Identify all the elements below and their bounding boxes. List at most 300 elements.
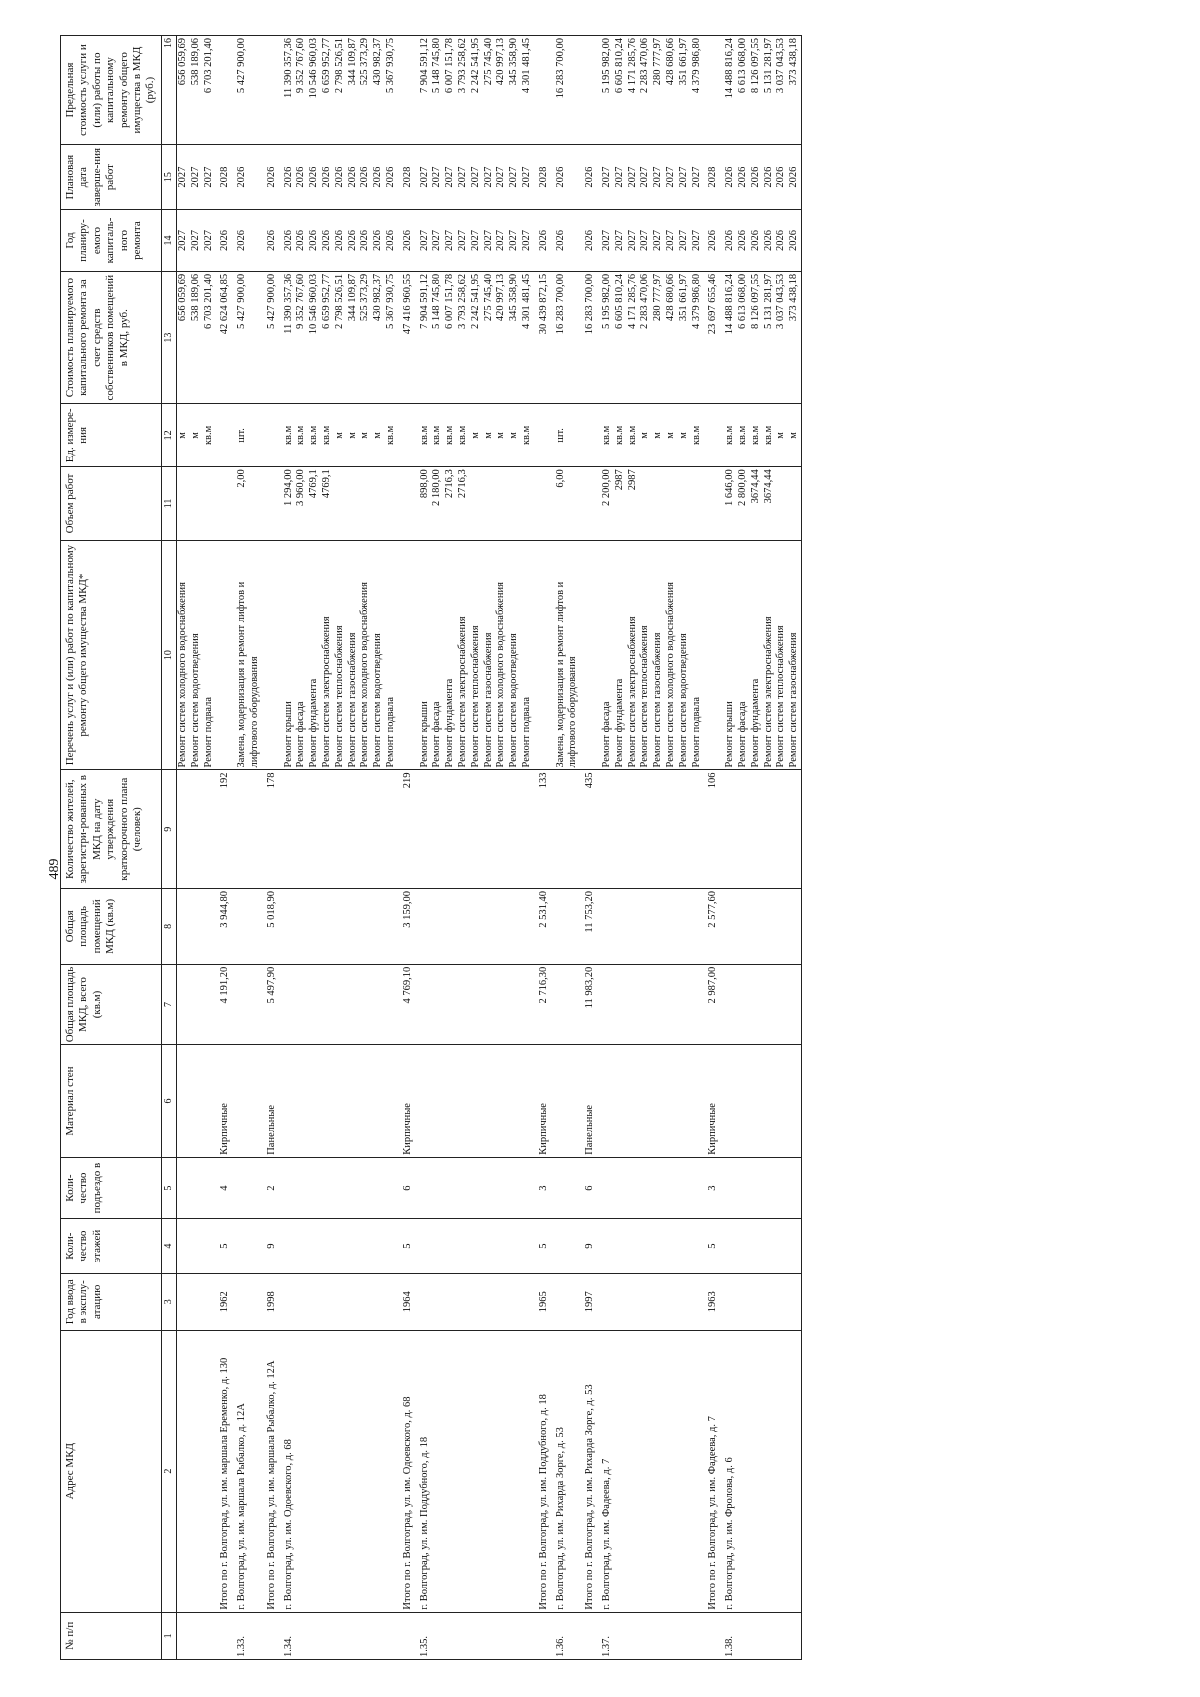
- total-area-cell: 2 987,00: [707, 964, 720, 1045]
- limit-cost-cell: [402, 36, 415, 145]
- table-row: [691, 36, 704, 1660]
- address-cell: [334, 1330, 347, 1612]
- address-cell: [177, 1330, 190, 1612]
- premises-area-cell: [508, 888, 521, 964]
- table-row: [347, 36, 360, 1660]
- work-type-cell: Ремонт фасада: [737, 540, 750, 770]
- column-header: Коли-чество этажей: [61, 1219, 162, 1273]
- work-volume-cell: 6,00: [555, 467, 581, 540]
- address-cell: [295, 1330, 308, 1612]
- year-built-cell: [372, 1273, 385, 1330]
- repair-year-cell: 2026: [236, 210, 262, 272]
- total-area-cell: [236, 964, 262, 1045]
- premises-area-cell: [295, 888, 308, 964]
- unit-cell: кв.м: [521, 404, 534, 467]
- unit-cell: кв.м: [724, 404, 737, 467]
- limit-cost-cell: 538 189,06: [190, 36, 203, 145]
- unit-cell: кв.м: [283, 404, 296, 467]
- work-volume-cell: [359, 467, 372, 540]
- column-number-row: [161, 36, 176, 1660]
- table-row: [627, 36, 640, 1660]
- completion-date-cell: 2027: [431, 145, 444, 210]
- cost-cell: 16 283 700,00: [555, 271, 581, 404]
- premises-area-cell: [308, 888, 321, 964]
- entrances-cell: [763, 1157, 776, 1219]
- floors-cell: [614, 1219, 627, 1273]
- row-number-cell: [737, 1612, 750, 1659]
- work-type-cell: Ремонт систем электроснабжения: [627, 540, 640, 770]
- address-cell: [521, 1330, 534, 1612]
- residents-cell: [601, 770, 614, 888]
- table-row: [495, 36, 508, 1660]
- unit-cell: кв.м: [385, 404, 398, 467]
- total-area-cell: [347, 964, 360, 1045]
- premises-area-cell: [691, 888, 704, 964]
- work-type-cell: Ремонт систем электроснабжения: [321, 540, 334, 770]
- work-volume-cell: [266, 467, 279, 540]
- address-cell: [308, 1330, 321, 1612]
- cost-cell: 5 148 745,80: [431, 271, 444, 404]
- row-number-cell: [431, 1612, 444, 1659]
- residents-cell: 435: [584, 770, 597, 888]
- premises-area-cell: [444, 888, 457, 964]
- work-type-cell: Ремонт систем электроснабжения: [457, 540, 470, 770]
- premises-area-cell: [359, 888, 372, 964]
- row-number-cell: [359, 1612, 372, 1659]
- column-header: Перечень услуг и (или) работ по капитальному ремонту общего имущества МКД*: [61, 540, 162, 770]
- cost-cell: 430 982,37: [372, 271, 385, 404]
- row-number-cell: 1.35.: [419, 1612, 432, 1659]
- completion-date-cell: 2026: [372, 145, 385, 210]
- limit-cost-cell: 6 659 952,77: [321, 36, 334, 145]
- limit-cost-cell: 5 148 745,80: [431, 36, 444, 145]
- table-row: [283, 36, 296, 1660]
- residents-cell: [555, 770, 581, 888]
- residents-cell: [627, 770, 640, 888]
- residents-cell: 192: [219, 770, 232, 888]
- repair-year-cell: 2026: [266, 210, 279, 272]
- limit-cost-cell: 4 379 986,80: [691, 36, 704, 145]
- floors-cell: [236, 1219, 262, 1273]
- column-number: 10: [161, 540, 176, 770]
- limit-cost-cell: 373 438,18: [788, 36, 801, 145]
- address-cell: [788, 1330, 801, 1612]
- total-row: [219, 36, 232, 1660]
- year-built-cell: [295, 1273, 308, 1330]
- address-cell: [763, 1330, 776, 1612]
- completion-date-cell: 2027: [495, 145, 508, 210]
- total-area-cell: [444, 964, 457, 1045]
- work-volume-cell: 4769,1: [308, 467, 321, 540]
- year-built-cell: [457, 1273, 470, 1330]
- column-number: 3: [161, 1273, 176, 1330]
- column-header: Ед. измере-ния: [61, 404, 162, 467]
- wall-material-cell: [470, 1045, 483, 1158]
- year-built-cell: [359, 1273, 372, 1330]
- entrances-cell: [614, 1157, 627, 1219]
- total-area-cell: [737, 964, 750, 1045]
- address-cell: [614, 1330, 627, 1612]
- table-row: [652, 36, 665, 1660]
- cost-cell: 275 745,40: [483, 271, 496, 404]
- work-volume-cell: [203, 467, 216, 540]
- address-cell: [372, 1330, 385, 1612]
- wall-material-cell: [788, 1045, 801, 1158]
- work-type-cell: Ремонт систем водоотведения: [678, 540, 691, 770]
- cost-cell: 30 439 872,15: [538, 271, 551, 404]
- column-number: 16: [161, 36, 176, 145]
- repair-year-cell: 2026: [584, 210, 597, 272]
- floors-cell: [283, 1219, 296, 1273]
- floors-cell: [483, 1219, 496, 1273]
- entrances-cell: [555, 1157, 581, 1219]
- wall-material-cell: [627, 1045, 640, 1158]
- premises-area-cell: [601, 888, 614, 964]
- repair-year-cell: 2027: [444, 210, 457, 272]
- total-area-cell: [359, 964, 372, 1045]
- wall-material-cell: [419, 1045, 432, 1158]
- year-built-cell: [508, 1273, 521, 1330]
- table-body: [177, 36, 802, 1660]
- unit-cell: м: [470, 404, 483, 467]
- year-built-cell: [470, 1273, 483, 1330]
- floors-cell: [763, 1219, 776, 1273]
- work-type-cell: Ремонт крыши: [419, 540, 432, 770]
- unit-cell: [707, 404, 720, 467]
- completion-date-cell: 2026: [750, 145, 763, 210]
- limit-cost-cell: [219, 36, 232, 145]
- completion-date-cell: 2028: [707, 145, 720, 210]
- completion-date-cell: 2027: [457, 145, 470, 210]
- repair-year-cell: 2027: [483, 210, 496, 272]
- work-volume-cell: [788, 467, 801, 540]
- table-row: [601, 36, 614, 1660]
- work-volume-cell: 2 180,00: [431, 467, 444, 540]
- entrances-cell: [372, 1157, 385, 1219]
- repair-year-cell: 2027: [521, 210, 534, 272]
- year-built-cell: [678, 1273, 691, 1330]
- cost-cell: 9 352 767,60: [295, 271, 308, 404]
- residents-cell: [203, 770, 216, 888]
- completion-date-cell: 2027: [470, 145, 483, 210]
- limit-cost-cell: 6 703 201,40: [203, 36, 216, 145]
- floors-cell: [295, 1219, 308, 1273]
- work-volume-cell: [495, 467, 508, 540]
- premises-area-cell: [627, 888, 640, 964]
- wall-material-cell: [521, 1045, 534, 1158]
- entrances-cell: [737, 1157, 750, 1219]
- row-number-cell: [457, 1612, 470, 1659]
- cost-cell: 4 171 285,76: [627, 271, 640, 404]
- address-cell: г. Волгоград, ул. им. Фролова, д. 6: [724, 1330, 737, 1612]
- entrances-cell: [419, 1157, 432, 1219]
- total-area-cell: [190, 964, 203, 1045]
- wall-material-cell: Кирпичные: [219, 1045, 232, 1158]
- premises-area-cell: [177, 888, 190, 964]
- column-number: 4: [161, 1219, 176, 1273]
- year-built-cell: [190, 1273, 203, 1330]
- work-type-cell: [584, 540, 597, 770]
- residents-cell: [724, 770, 737, 888]
- repair-year-cell: 2027: [431, 210, 444, 272]
- entrances-cell: [295, 1157, 308, 1219]
- cost-cell: 4 379 986,80: [691, 271, 704, 404]
- repair-year-cell: 2026: [775, 210, 788, 272]
- year-built-cell: [444, 1273, 457, 1330]
- work-volume-cell: [334, 467, 347, 540]
- work-volume-cell: 2,00: [236, 467, 262, 540]
- floors-cell: [419, 1219, 432, 1273]
- residents-cell: [295, 770, 308, 888]
- completion-date-cell: 2027: [601, 145, 614, 210]
- floors-cell: [652, 1219, 665, 1273]
- work-volume-cell: [775, 467, 788, 540]
- unit-cell: кв.м: [691, 404, 704, 467]
- unit-cell: м: [359, 404, 372, 467]
- total-row: [584, 36, 597, 1660]
- limit-cost-cell: 3 037 043,53: [775, 36, 788, 145]
- total-area-cell: [203, 964, 216, 1045]
- floors-cell: [508, 1219, 521, 1273]
- limit-cost-cell: 14 488 816,24: [724, 36, 737, 145]
- premises-area-cell: [555, 888, 581, 964]
- table-row: [385, 36, 398, 1660]
- entrances-cell: [203, 1157, 216, 1219]
- row-number-cell: [788, 1612, 801, 1659]
- total-area-cell: [678, 964, 691, 1045]
- year-built-cell: 1998: [266, 1273, 279, 1330]
- repair-year-cell: 2026: [385, 210, 398, 272]
- premises-area-cell: 2 577,60: [707, 888, 720, 964]
- wall-material-cell: [308, 1045, 321, 1158]
- total-area-cell: 11 983,20: [584, 964, 597, 1045]
- premises-area-cell: 3 159,00: [402, 888, 415, 964]
- unit-cell: м: [508, 404, 521, 467]
- year-built-cell: [750, 1273, 763, 1330]
- total-area-cell: [788, 964, 801, 1045]
- residents-cell: [495, 770, 508, 888]
- cost-cell: 42 624 064,85: [219, 271, 232, 404]
- limit-cost-cell: [707, 36, 720, 145]
- repair-year-cell: 2027: [457, 210, 470, 272]
- repair-year-cell: 2027: [652, 210, 665, 272]
- work-type-cell: [538, 540, 551, 770]
- column-header: Стоимость планируемого капитального ремонта за счет средств собственников помещений в МКД, руб.: [61, 271, 162, 404]
- repair-year-cell: 2026: [707, 210, 720, 272]
- premises-area-cell: [737, 888, 750, 964]
- year-built-cell: [665, 1273, 678, 1330]
- unit-cell: [584, 404, 597, 467]
- limit-cost-cell: 4 171 285,76: [627, 36, 640, 145]
- completion-date-cell: 2026: [385, 145, 398, 210]
- capital-repair-table: [60, 35, 802, 1660]
- column-number: 12: [161, 404, 176, 467]
- limit-cost-cell: 2 242 541,95: [470, 36, 483, 145]
- work-volume-cell: [483, 467, 496, 540]
- row-number-cell: [266, 1612, 279, 1659]
- limit-cost-cell: 275 745,40: [483, 36, 496, 145]
- premises-area-cell: [190, 888, 203, 964]
- premises-area-cell: 3 944,80: [219, 888, 232, 964]
- total-area-cell: [639, 964, 652, 1045]
- year-built-cell: [419, 1273, 432, 1330]
- header-row: [61, 36, 162, 1660]
- table-row: [737, 36, 750, 1660]
- repair-year-cell: 2026: [295, 210, 308, 272]
- total-area-cell: [334, 964, 347, 1045]
- year-built-cell: [775, 1273, 788, 1330]
- limit-cost-cell: 344 109,87: [347, 36, 360, 145]
- work-type-cell: Замена, модернизация и ремонт лифтов и лифтового оборудования: [555, 540, 581, 770]
- floors-cell: [431, 1219, 444, 1273]
- limit-cost-cell: 6 613 068,00: [737, 36, 750, 145]
- work-type-cell: Ремонт фундамента: [308, 540, 321, 770]
- work-type-cell: Ремонт систем электроснабжения: [763, 540, 776, 770]
- floors-cell: [203, 1219, 216, 1273]
- total-area-cell: 4 191,20: [219, 964, 232, 1045]
- total-area-cell: [521, 964, 534, 1045]
- completion-date-cell: 2026: [788, 145, 801, 210]
- row-number-cell: [308, 1612, 321, 1659]
- repair-year-cell: 2027: [190, 210, 203, 272]
- completion-date-cell: 2027: [203, 145, 216, 210]
- unit-cell: кв.м: [737, 404, 750, 467]
- wall-material-cell: [601, 1045, 614, 1158]
- year-built-cell: 1962: [219, 1273, 232, 1330]
- repair-year-cell: 2027: [691, 210, 704, 272]
- total-area-cell: [177, 964, 190, 1045]
- wall-material-cell: [359, 1045, 372, 1158]
- completion-date-cell: 2027: [652, 145, 665, 210]
- premises-area-cell: [495, 888, 508, 964]
- work-volume-cell: [190, 467, 203, 540]
- total-row: [538, 36, 551, 1660]
- year-built-cell: [283, 1273, 296, 1330]
- work-type-cell: [266, 540, 279, 770]
- work-volume-cell: [385, 467, 398, 540]
- completion-date-cell: 2028: [402, 145, 415, 210]
- table-row: [678, 36, 691, 1660]
- repair-year-cell: 2027: [614, 210, 627, 272]
- floors-cell: [691, 1219, 704, 1273]
- row-number-cell: [495, 1612, 508, 1659]
- entrances-cell: 6: [584, 1157, 597, 1219]
- floors-cell: 5: [219, 1219, 232, 1273]
- work-type-cell: Ремонт систем водоотведения: [372, 540, 385, 770]
- work-volume-cell: [470, 467, 483, 540]
- total-area-cell: 2 716,30: [538, 964, 551, 1045]
- row-number-cell: [538, 1612, 551, 1659]
- address-cell: [678, 1330, 691, 1612]
- row-number-cell: [402, 1612, 415, 1659]
- entrances-cell: 2: [266, 1157, 279, 1219]
- total-area-cell: 4 769,10: [402, 964, 415, 1045]
- cost-cell: 4 301 481,45: [521, 271, 534, 404]
- entrances-cell: [457, 1157, 470, 1219]
- column-number: 11: [161, 467, 176, 540]
- work-volume-cell: [372, 467, 385, 540]
- cost-cell: 47 416 960,55: [402, 271, 415, 404]
- entrances-cell: [431, 1157, 444, 1219]
- unit-cell: кв.м: [308, 404, 321, 467]
- premises-area-cell: [665, 888, 678, 964]
- unit-cell: кв.м: [295, 404, 308, 467]
- column-number: 7: [161, 964, 176, 1045]
- work-volume-cell: 2 800,00: [737, 467, 750, 540]
- floors-cell: [750, 1219, 763, 1273]
- repair-year-cell: 2027: [177, 210, 190, 272]
- address-cell: г. Волгоград, ул. им. Поддубного, д. 18: [419, 1330, 432, 1612]
- unit-cell: кв.м: [419, 404, 432, 467]
- year-built-cell: [308, 1273, 321, 1330]
- column-number: 6: [161, 1045, 176, 1158]
- residents-cell: [347, 770, 360, 888]
- premises-area-cell: [321, 888, 334, 964]
- row-number-cell: [385, 1612, 398, 1659]
- entrances-cell: [334, 1157, 347, 1219]
- unit-cell: м: [665, 404, 678, 467]
- work-volume-cell: 2716,3: [444, 467, 457, 540]
- year-built-cell: 1963: [707, 1273, 720, 1330]
- repair-year-cell: 2026: [372, 210, 385, 272]
- residents-cell: [483, 770, 496, 888]
- cost-cell: 14 488 816,24: [724, 271, 737, 404]
- entrances-cell: [775, 1157, 788, 1219]
- cost-cell: 6 659 952,77: [321, 271, 334, 404]
- table-row: [521, 36, 534, 1660]
- work-volume-cell: [707, 467, 720, 540]
- repair-year-cell: 2027: [627, 210, 640, 272]
- cost-cell: 344 109,87: [347, 271, 360, 404]
- table-row: [431, 36, 444, 1660]
- total-area-cell: 5 497,90: [266, 964, 279, 1045]
- column-header: Общая площадь МКД, всего (кв.м): [61, 964, 162, 1045]
- limit-cost-cell: 11 390 357,36: [283, 36, 296, 145]
- column-number: 2: [161, 1330, 176, 1612]
- wall-material-cell: [203, 1045, 216, 1158]
- completion-date-cell: 2026: [236, 145, 262, 210]
- cost-cell: 2 242 541,95: [470, 271, 483, 404]
- column-header: Объем работ: [61, 467, 162, 540]
- cost-cell: 6 007 151,78: [444, 271, 457, 404]
- total-area-cell: [691, 964, 704, 1045]
- limit-cost-cell: 5 427 900,00: [236, 36, 262, 145]
- row-number-cell: [627, 1612, 640, 1659]
- premises-area-cell: [470, 888, 483, 964]
- entrances-cell: [508, 1157, 521, 1219]
- limit-cost-cell: 420 997,13: [495, 36, 508, 145]
- residents-cell: 106: [707, 770, 720, 888]
- premises-area-cell: [372, 888, 385, 964]
- residents-cell: [321, 770, 334, 888]
- unit-cell: кв.м: [457, 404, 470, 467]
- table-row: [359, 36, 372, 1660]
- column-number: 14: [161, 210, 176, 272]
- work-volume-cell: [402, 467, 415, 540]
- year-built-cell: [385, 1273, 398, 1330]
- total-area-cell: [495, 964, 508, 1045]
- limit-cost-cell: 5 367 930,75: [385, 36, 398, 145]
- row-number-cell: [347, 1612, 360, 1659]
- work-type-cell: Ремонт систем газоснабжения: [652, 540, 665, 770]
- residents-cell: 133: [538, 770, 551, 888]
- column-header: № п/п: [61, 1612, 162, 1659]
- repair-year-cell: 2027: [678, 210, 691, 272]
- residents-cell: [372, 770, 385, 888]
- entrances-cell: [724, 1157, 737, 1219]
- residents-cell: [737, 770, 750, 888]
- residents-cell: [775, 770, 788, 888]
